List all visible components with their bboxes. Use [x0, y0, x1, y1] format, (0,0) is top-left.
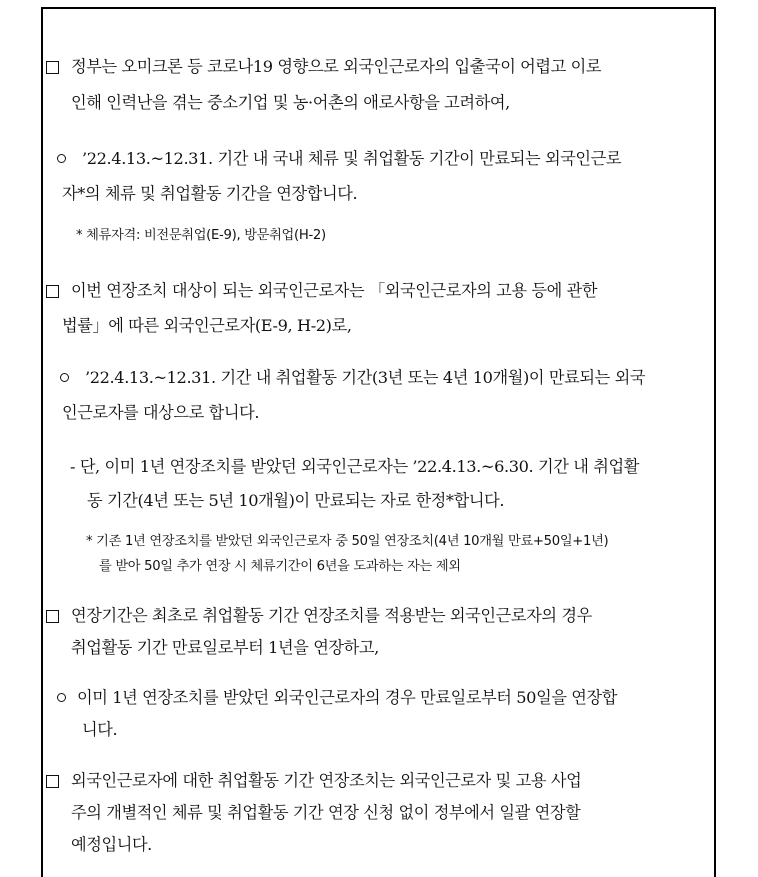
checkbox-square-icon: [46, 285, 59, 298]
footnote: * 체류자격: 비전문취업(E-9), 방문취업(H-2): [76, 228, 326, 243]
paragraph-line: 이미 1년 연장조치를 받았던 외국인근로자의 경우 만료일로부터 50일을 연장합: [77, 688, 618, 707]
paragraph-line: - 단, 이미 1년 연장조치를 받았던 외국인근로자는 ’22.4.13.~6.30. 기간 내 취업활: [70, 457, 639, 476]
paragraph-line: 이번 연장조치 대상이 되는 외국인근로자는 「외국인근로자의 고용 등에 관한: [71, 281, 598, 300]
paragraph-line: 예정입니다.: [71, 835, 152, 854]
paragraph-line: 인해 인력난을 겪는 중소기업 및 농·어촌의 애로사항을 고려하여,: [71, 93, 510, 112]
paragraph-line: 연장기간은 최초로 취업활동 기간 연장조치를 적용받는 외국인근로자의 경우: [71, 606, 592, 625]
circle-bullet-icon: [57, 693, 66, 702]
paragraph-line: 취업활동 기간 만료일로부터 1년을 연장하고,: [71, 638, 379, 657]
document-frame: [41, 7, 716, 877]
paragraph-line: 법률」에 따른 외국인근로자(E-9, H-2)로,: [62, 316, 352, 335]
paragraph-line: 정부는 오미크론 등 코로나19 영향으로 외국인근로자의 입출국이 어렵고 이로: [71, 57, 602, 76]
paragraph-line: 니다.: [82, 720, 118, 739]
footnote: * 기존 1년 연장조치를 받았던 외국인근로자 중 50일 연장조치(4년 10개월 만료+50일+1년): [86, 534, 609, 549]
paragraph-line: ’22.4.13.~12.31. 기간 내 취업활동 기간(3년 또는 4년 10개월)이 만료되는 외국: [85, 368, 646, 387]
checkbox-square-icon: [46, 61, 59, 74]
footnote: 를 받아 50일 추가 연장 시 체류기간이 6년을 도과하는 자는 제외: [99, 559, 461, 574]
paragraph-line: 주의 개별적인 체류 및 취업활동 기간 연장 신청 없이 정부에서 일괄 연장할: [71, 803, 581, 822]
paragraph-line: ’22.4.13.~12.31. 기간 내 국내 체류 및 취업활동 기간이 만료되는 외국인근로: [82, 149, 622, 168]
circle-bullet-icon: [60, 373, 69, 382]
checkbox-square-icon: [46, 610, 59, 623]
paragraph-line: 자*의 체류 및 취업활동 기간을 연장합니다.: [62, 184, 358, 203]
circle-bullet-icon: [57, 154, 66, 163]
paragraph-line: 동 기간(4년 또는 5년 10개월)이 만료되는 자로 한정*합니다.: [87, 491, 505, 510]
paragraph-line: 인근로자를 대상으로 합니다.: [62, 403, 260, 422]
paragraph-line: 외국인근로자에 대한 취업활동 기간 연장조치는 외국인근로자 및 고용 사업: [71, 771, 582, 790]
checkbox-square-icon: [46, 775, 59, 788]
